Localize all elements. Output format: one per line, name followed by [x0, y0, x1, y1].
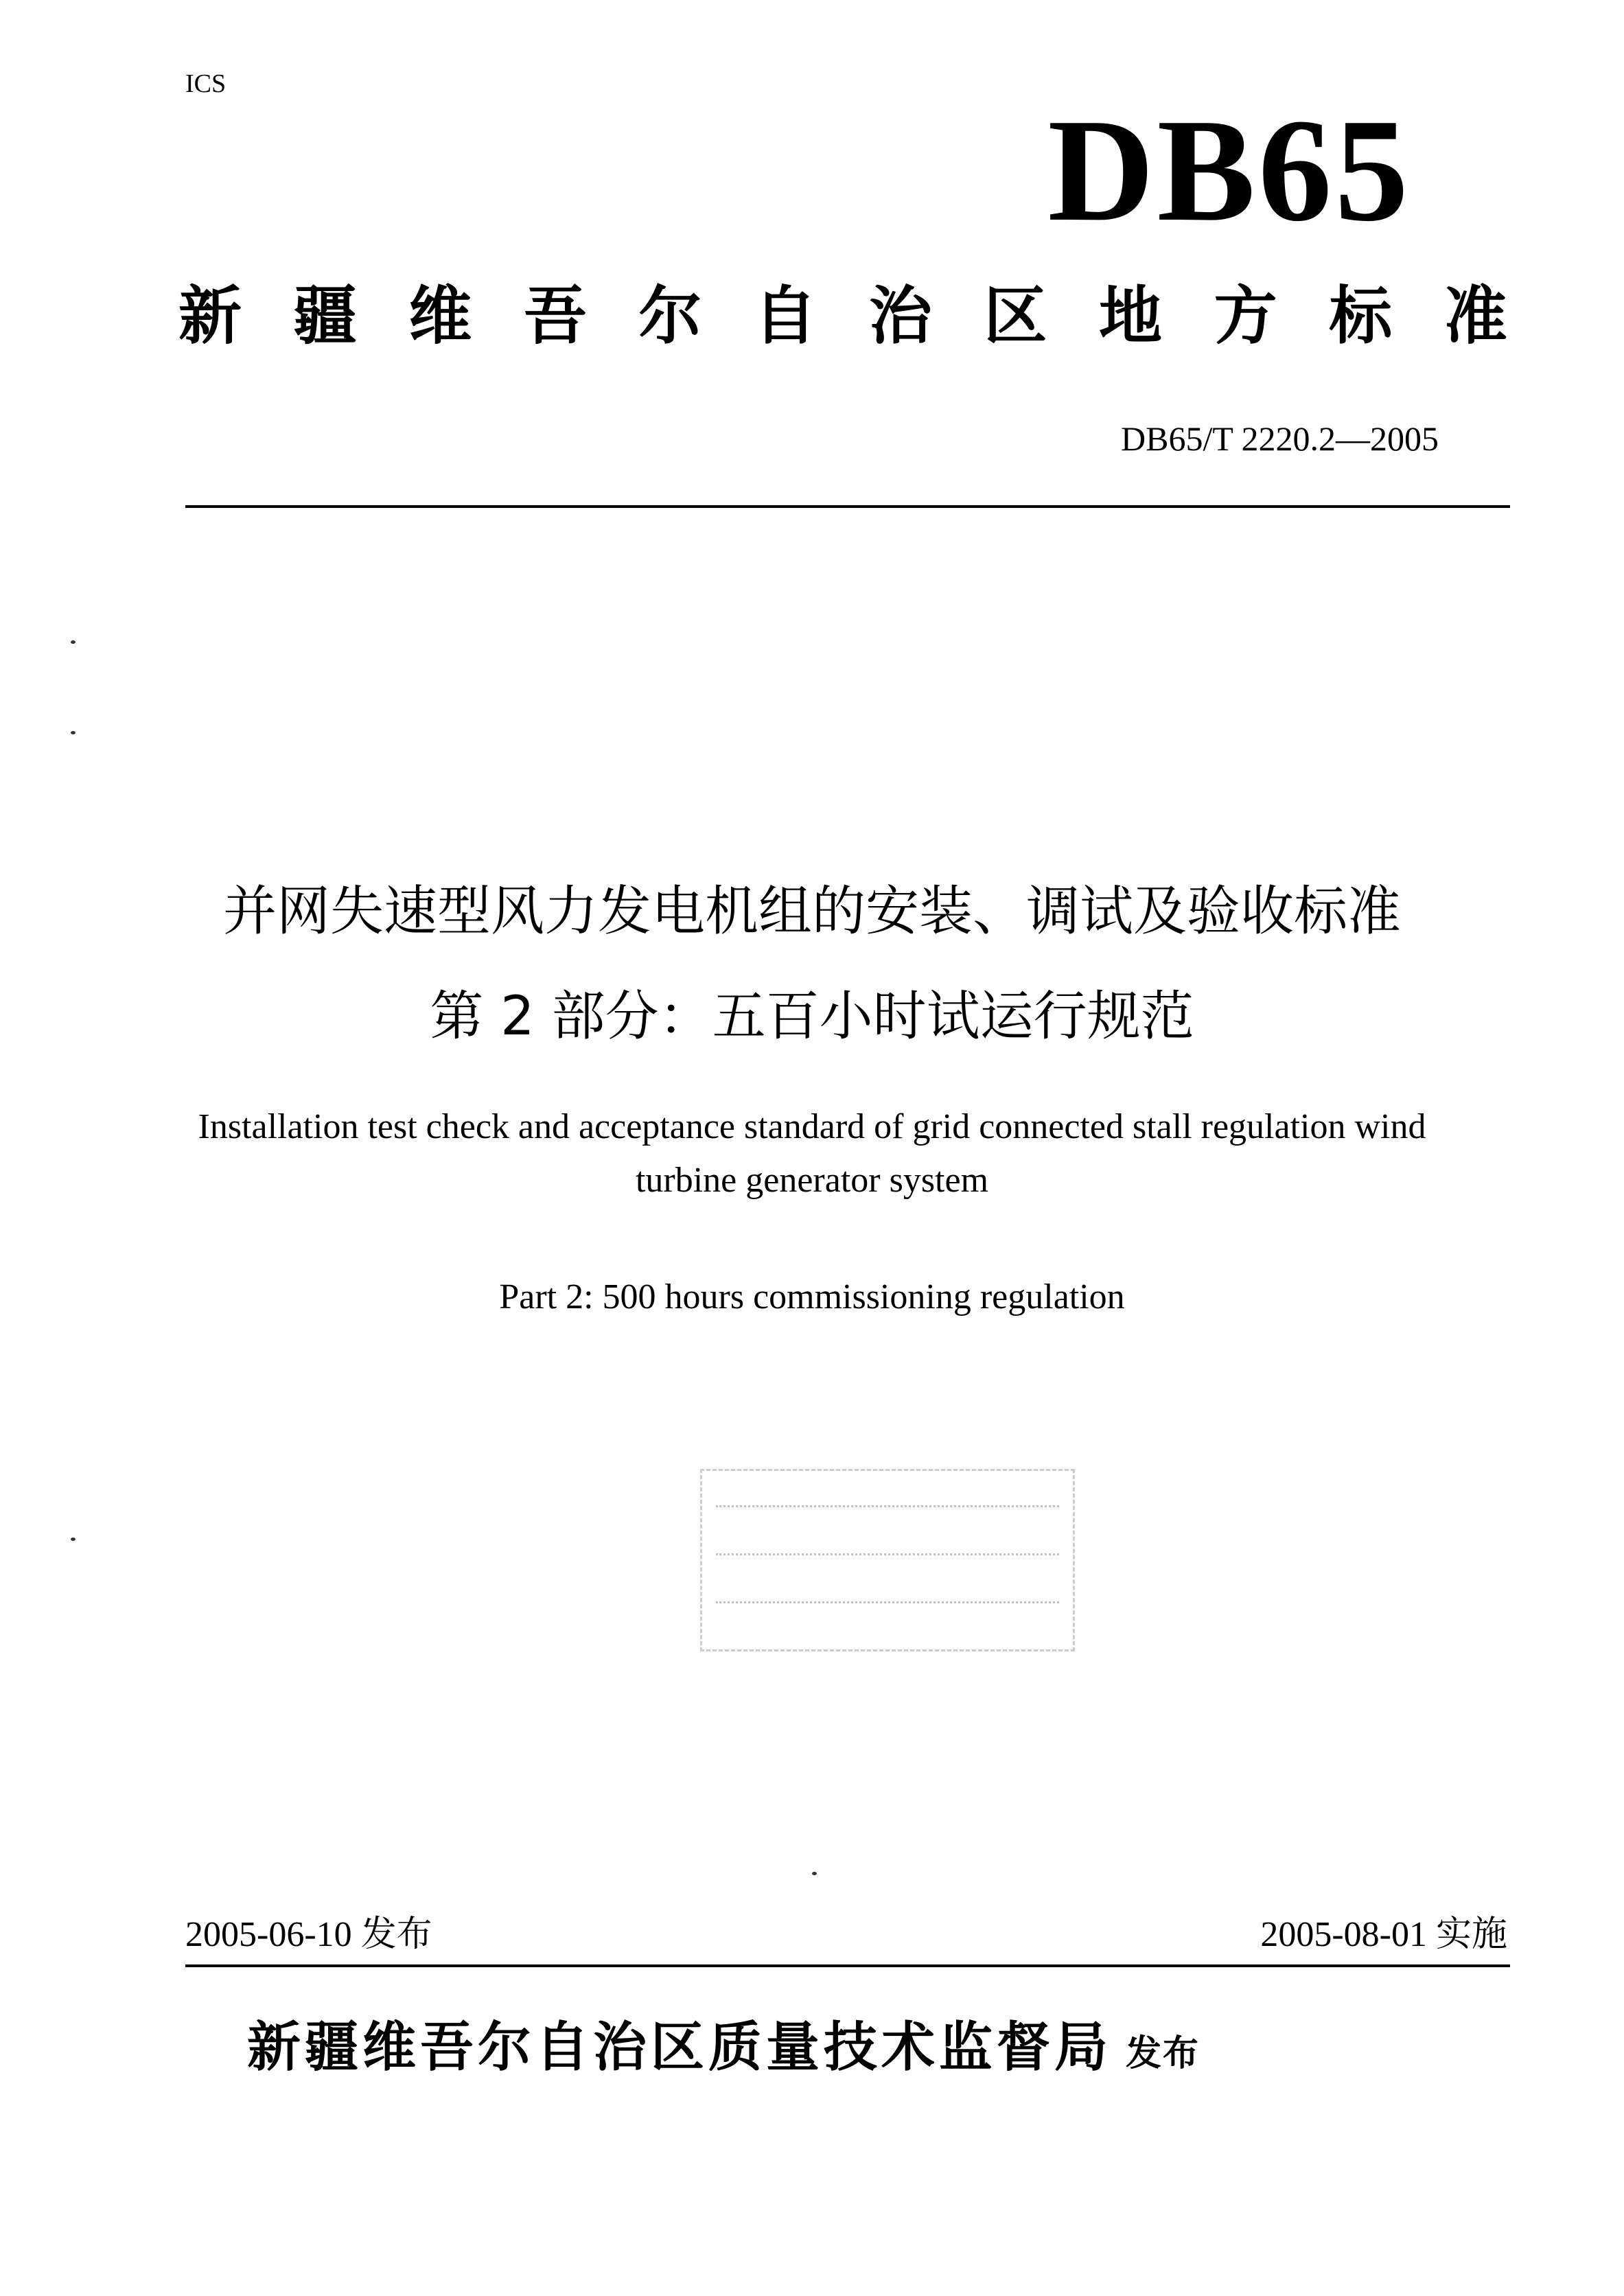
part-english-title: Part 2: 500 hours commissioning regulation [499, 1277, 1125, 1317]
heading-char: 治 [868, 279, 932, 353]
implementation-date: 2005-08-01 实施 [1260, 1915, 1507, 1954]
title-english-line-2: turbine generator system [635, 1161, 989, 1200]
heading-char: 尔 [638, 279, 702, 353]
scan-speck [71, 731, 76, 734]
faded-stamp [700, 1469, 1075, 1651]
issuing-authority [247, 2004, 1200, 2081]
heading-char: 准 [1443, 279, 1507, 353]
heading-char: 区 [984, 279, 1047, 353]
title-chinese-line-2: 第 2 部分：五百小时试运行规范 [430, 986, 1194, 1047]
heading-char: 维 [408, 279, 472, 353]
heading-char: 自 [754, 279, 817, 353]
issue-date: 2005-06-10 发布 [185, 1915, 432, 1954]
heading-char: 新 [178, 279, 242, 353]
local-standard-heading [178, 281, 1507, 351]
heading-char: 疆 [293, 279, 357, 353]
bottom-divider [185, 1964, 1510, 1967]
title-english-line-1: Installation test check and acceptance standard of grid connected stall regulation wind [198, 1107, 1426, 1146]
heading-char: 标 [1329, 279, 1393, 353]
heading-char: 方 [1214, 279, 1277, 353]
scan-speck [71, 640, 76, 644]
heading-char: 地 [1099, 279, 1163, 353]
scan-speck [812, 1872, 817, 1875]
scan-speck [71, 1538, 76, 1541]
heading-char: 吾 [523, 279, 587, 353]
standard-number: DB65/T 2220.2—2005 [1121, 419, 1439, 458]
issuer-name: 新疆维吾尔自治区质量技术监督局 [247, 2017, 1113, 2078]
title-chinese-line-1: 并网失速型风力发电机组的安装、调试及验收标准 [222, 881, 1401, 942]
standard-code-logo: DB65 [1047, 88, 1411, 252]
top-divider [185, 505, 1510, 508]
ics-label: ICS [185, 69, 227, 98]
issuer-suffix: 发布 [1126, 2033, 1200, 2074]
